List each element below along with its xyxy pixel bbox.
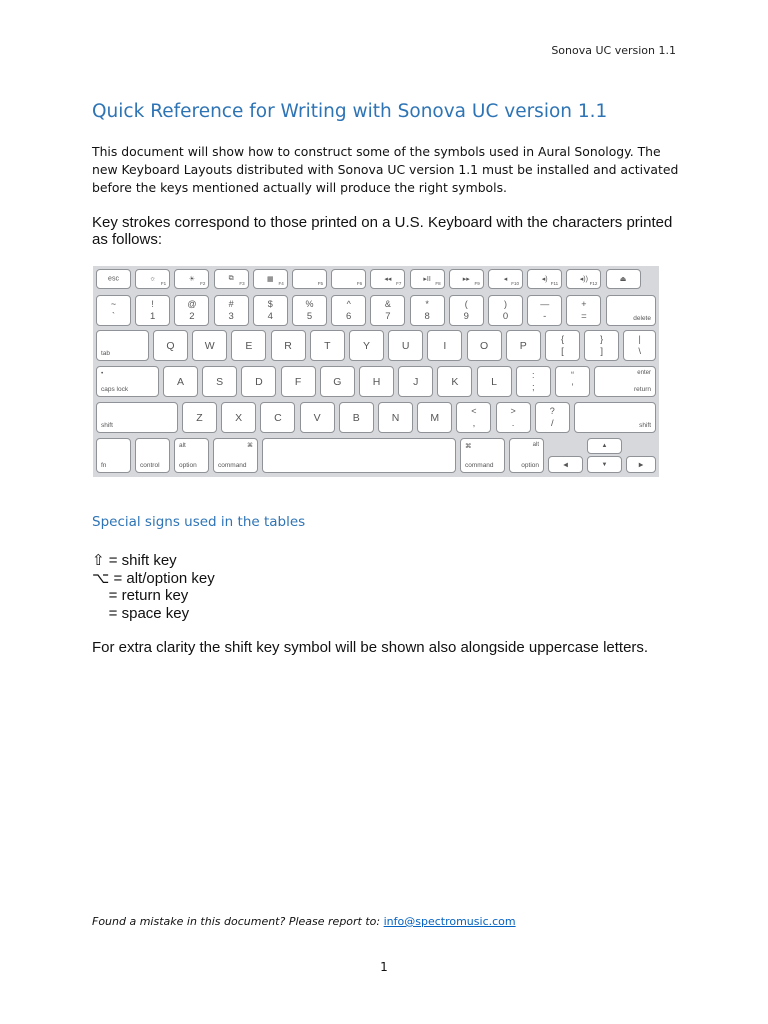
function-key-number: F10 <box>511 281 519 286</box>
key-shift-character: & <box>384 299 391 309</box>
key-shift-character: } <box>600 334 604 344</box>
letter-key-l <box>477 366 512 397</box>
letter-key-r <box>271 330 306 361</box>
keyboard-image <box>93 266 659 477</box>
number-key-8 <box>410 295 445 326</box>
key-letter: T <box>324 339 331 352</box>
number-key-` <box>96 295 131 326</box>
key-shift-character: — <box>540 299 550 309</box>
function-key-symbol: esc <box>108 275 119 283</box>
key-shift-character: ( <box>464 299 468 309</box>
return-key <box>594 366 656 397</box>
letter-key-p <box>506 330 541 361</box>
bracket-key-3 <box>623 330 656 361</box>
option-key-label: option <box>179 462 197 469</box>
function-key-symbol: ▸II <box>423 276 431 283</box>
letter-key-d <box>241 366 276 397</box>
number-key-9 <box>449 295 484 326</box>
key-shift-character: ^ <box>346 299 351 309</box>
key-shift-character: * <box>425 299 429 309</box>
key-letter: I <box>443 339 447 352</box>
function-key-number: F4 <box>278 281 284 286</box>
return-label: return <box>634 386 651 393</box>
function-key-number: F9 <box>474 281 480 286</box>
shift-key-label: shift <box>639 422 651 429</box>
number-key-6 <box>331 295 366 326</box>
key-letter: B <box>352 411 360 424</box>
letter-key-q <box>153 330 188 361</box>
key-letter: F <box>294 375 302 388</box>
key-letter: U <box>401 339 410 352</box>
function-key-12 <box>527 269 562 289</box>
key-base-character: 1 <box>150 311 156 322</box>
letter-key-k <box>437 366 472 397</box>
key-letter: Y <box>362 339 370 352</box>
key-shift-character: “ <box>571 370 574 380</box>
key-shift-character: + <box>581 299 587 309</box>
function-key-6 <box>292 269 327 289</box>
letter-key-n <box>378 402 413 433</box>
key-shift-character: { <box>560 334 564 344</box>
key-letter: C <box>274 411 282 424</box>
letter-key-o <box>467 330 502 361</box>
function-key-2 <box>135 269 170 289</box>
control-key <box>135 438 170 473</box>
key-letter: J <box>413 375 419 388</box>
key-base-character: 0 <box>502 311 509 322</box>
function-key-14 <box>606 269 641 289</box>
arrow-right-icon: ▶ <box>638 462 644 468</box>
function-key-symbol: ◂) <box>541 276 548 283</box>
letter-key-j <box>398 366 433 397</box>
key-base-character: . <box>511 418 515 429</box>
letter-key-h <box>359 366 394 397</box>
number-key-2 <box>174 295 209 326</box>
letter-key-m <box>417 402 452 433</box>
number-key-4 <box>253 295 288 326</box>
right-shift-key <box>574 402 656 433</box>
function-key-1 <box>96 269 131 289</box>
key-letter: X <box>235 411 243 424</box>
letter-key-x <box>221 402 256 433</box>
key-letter: A <box>176 375 184 388</box>
key-letter: E <box>245 339 253 352</box>
right-command-key <box>460 438 505 473</box>
key-letter: P <box>519 339 527 352</box>
key-base-character: ] <box>600 346 603 357</box>
delete-key <box>606 295 656 326</box>
key-base-character: ` <box>111 311 116 322</box>
clarity-note: For extra clarity the shift key symbol will be shown also alongside uppercase letters. <box>92 639 649 656</box>
function-key-number: F11 <box>550 281 559 286</box>
key-letter: O <box>480 339 489 352</box>
control-key-label: control <box>140 462 160 469</box>
left-shift-key <box>96 402 178 433</box>
tab-key <box>96 330 149 361</box>
command-key-label: command <box>465 462 494 469</box>
function-key-number: F8 <box>435 281 441 286</box>
bracket-key-1 <box>545 330 580 361</box>
contact-email-link[interactable]: info@spectromusic.com <box>383 915 516 928</box>
function-key-4 <box>214 269 249 289</box>
function-key-symbol: ⧉ <box>228 275 234 282</box>
running-header: Sonova UC version 1.1 <box>551 44 676 57</box>
left-option-key <box>174 438 209 473</box>
key-letter: K <box>451 375 459 388</box>
key-shift-character: % <box>305 299 314 309</box>
key-base-character: ; <box>531 382 535 393</box>
key-letter: V <box>313 411 321 424</box>
function-key-10 <box>449 269 484 289</box>
function-key-number: F7 <box>396 281 402 286</box>
command-key-label: command <box>218 462 247 469</box>
left-command-key <box>213 438 258 473</box>
function-key-9 <box>410 269 445 289</box>
special-signs-list <box>92 552 215 622</box>
function-key-number: F3 <box>239 281 245 286</box>
key-base-character: , <box>472 418 476 429</box>
key-base-character: [ <box>561 346 564 357</box>
key-base-character: 9 <box>463 311 469 322</box>
symbol-key-1 <box>456 402 491 433</box>
letter-key-a <box>163 366 198 397</box>
key-letter: M <box>430 411 440 424</box>
number-key-0 <box>488 295 523 326</box>
letter-key-c <box>260 402 295 433</box>
key-shift-character: : <box>532 370 535 380</box>
function-key-number: F2 <box>200 281 206 286</box>
function-key-13 <box>566 269 601 289</box>
option-key-sign: ⌥ = alt/option key <box>92 569 215 587</box>
arrow-down-icon: ▼ <box>601 461 608 468</box>
letter-key-z <box>182 402 217 433</box>
arrow-right-key <box>626 456 656 473</box>
function-key-symbol: ◂ <box>503 276 508 283</box>
key-letter: R <box>284 339 292 352</box>
letter-key-s <box>202 366 237 397</box>
document-title: Quick Reference for Writing with Sonova UC version 1.1 <box>92 101 608 122</box>
letter-key-v <box>300 402 335 433</box>
key-base-character: 8 <box>424 311 430 322</box>
number-key-5 <box>292 295 327 326</box>
function-key-symbol: ▦ <box>266 276 274 283</box>
function-key-number: F5 <box>317 281 323 286</box>
footer-note-text: Found a mistake in this document? Please report to: <box>92 915 384 928</box>
space-key-sign: = space key <box>92 604 190 622</box>
key-base-character: \ <box>638 346 641 357</box>
key-base-character: 4 <box>267 311 273 322</box>
key-shift-character: ~ <box>110 299 117 309</box>
letter-key-i <box>427 330 462 361</box>
letter-key-w <box>192 330 227 361</box>
function-key-symbol: ⏏ <box>619 276 627 283</box>
shift-key-label: shift <box>101 422 113 429</box>
caps-lock-indicator: • <box>101 370 104 377</box>
key-letter: H <box>372 375 381 388</box>
letter-key-f <box>281 366 316 397</box>
letter-key-e <box>231 330 266 361</box>
special-signs-heading: Special signs used in the tables <box>92 514 306 530</box>
symbol-key-2 <box>496 402 531 433</box>
punctuation-key-2 <box>555 366 590 397</box>
function-key-symbol: ◂)) <box>579 276 588 283</box>
arrow-up-key <box>587 438 622 454</box>
key-shift-character: | <box>638 334 641 344</box>
command-key-symbol: ⌘ <box>247 443 253 449</box>
key-shift-character: > <box>510 406 516 416</box>
letter-key-b <box>339 402 374 433</box>
right-option-key <box>509 438 544 473</box>
enter-label: enter <box>637 370 651 376</box>
number-key-= <box>566 295 601 326</box>
function-key-symbol: ☼ <box>149 275 156 283</box>
bracket-key-2 <box>584 330 619 361</box>
key-shift-character: ! <box>151 299 154 309</box>
option-key-label: option <box>521 462 539 469</box>
function-key-7 <box>331 269 366 289</box>
key-base-character: 7 <box>385 311 391 322</box>
key-shift-character: ) <box>504 299 507 309</box>
key-letter: W <box>204 339 215 352</box>
letter-key-y <box>349 330 384 361</box>
key-base-character: 6 <box>346 311 352 322</box>
function-key-3 <box>174 269 209 289</box>
function-key-number: F12 <box>589 281 598 286</box>
key-letter: Q <box>166 339 175 352</box>
number-key-- <box>527 295 562 326</box>
function-key-number: F6 <box>356 281 363 286</box>
shift-key-sign: ⇧ = shift key <box>92 552 177 569</box>
key-base-character: 3 <box>228 311 234 322</box>
key-shift-character: $ <box>267 299 273 309</box>
arrow-down-key <box>587 456 622 473</box>
function-key-11 <box>488 269 523 289</box>
caps-lock-label: caps lock <box>101 386 129 393</box>
key-base-character: ’ <box>571 382 574 393</box>
letter-key-u <box>388 330 423 361</box>
key-base-character: - <box>543 311 547 322</box>
arrow-left-icon: ◀ <box>563 462 568 468</box>
caps-lock-key <box>96 366 159 397</box>
keyboard-paragraph: Key strokes correspond to those printed on a U.S. Keyboard with the characters printed as follows: <box>92 214 673 248</box>
key-shift-character: < <box>471 406 477 416</box>
key-letter: N <box>391 411 400 424</box>
key-shift-character: # <box>228 299 234 309</box>
fn-key <box>96 438 131 473</box>
key-shift-character: @ <box>187 299 197 309</box>
function-key-5 <box>253 269 288 289</box>
tab-key-label: tab <box>101 350 111 357</box>
arrow-up-icon: ▲ <box>601 443 608 449</box>
fn-key-label: fn <box>101 462 107 469</box>
letter-key-t <box>310 330 345 361</box>
arrow-left-key <box>548 456 583 473</box>
key-letter: G <box>333 375 342 388</box>
key-letter: Z <box>196 411 203 424</box>
space-bar <box>262 438 456 473</box>
return-key-sign: = return key <box>92 587 189 604</box>
number-key-3 <box>214 295 249 326</box>
punctuation-key-1 <box>516 366 551 397</box>
function-key-number: F1 <box>160 281 167 286</box>
key-base-character: = <box>581 311 587 322</box>
symbol-key-3 <box>535 402 570 433</box>
number-key-7 <box>370 295 405 326</box>
delete-key-label: delete <box>633 315 651 322</box>
function-key-symbol: ☀ <box>188 276 196 283</box>
key-shift-character: ? <box>549 406 555 416</box>
key-base-character: 2 <box>189 311 195 322</box>
key-letter: D <box>255 375 263 388</box>
function-key-8 <box>370 269 405 289</box>
key-letter: S <box>216 375 224 388</box>
letter-key-g <box>320 366 355 397</box>
intro-paragraph: This document will show how to construct some of the symbols used in Aural Sonology. The new Keyboard Layouts distributed with Sonova UC version 1.1 must be installed and activated before the keys mentioned actually will produce the right symbols. <box>92 144 679 195</box>
number-key-1 <box>135 295 170 326</box>
command-key-symbol: ⌘ <box>465 443 472 450</box>
footer-note <box>92 915 516 928</box>
key-base-character: 5 <box>306 311 313 322</box>
function-key-symbol: ▸▸ <box>462 276 470 283</box>
option-key-symbol: alt <box>179 442 186 449</box>
option-key-symbol: alt <box>532 442 539 448</box>
function-key-symbol: ◂◂ <box>384 276 392 283</box>
key-letter: L <box>491 375 498 388</box>
page-number: 1 <box>380 960 388 974</box>
key-base-character: / <box>550 418 554 429</box>
